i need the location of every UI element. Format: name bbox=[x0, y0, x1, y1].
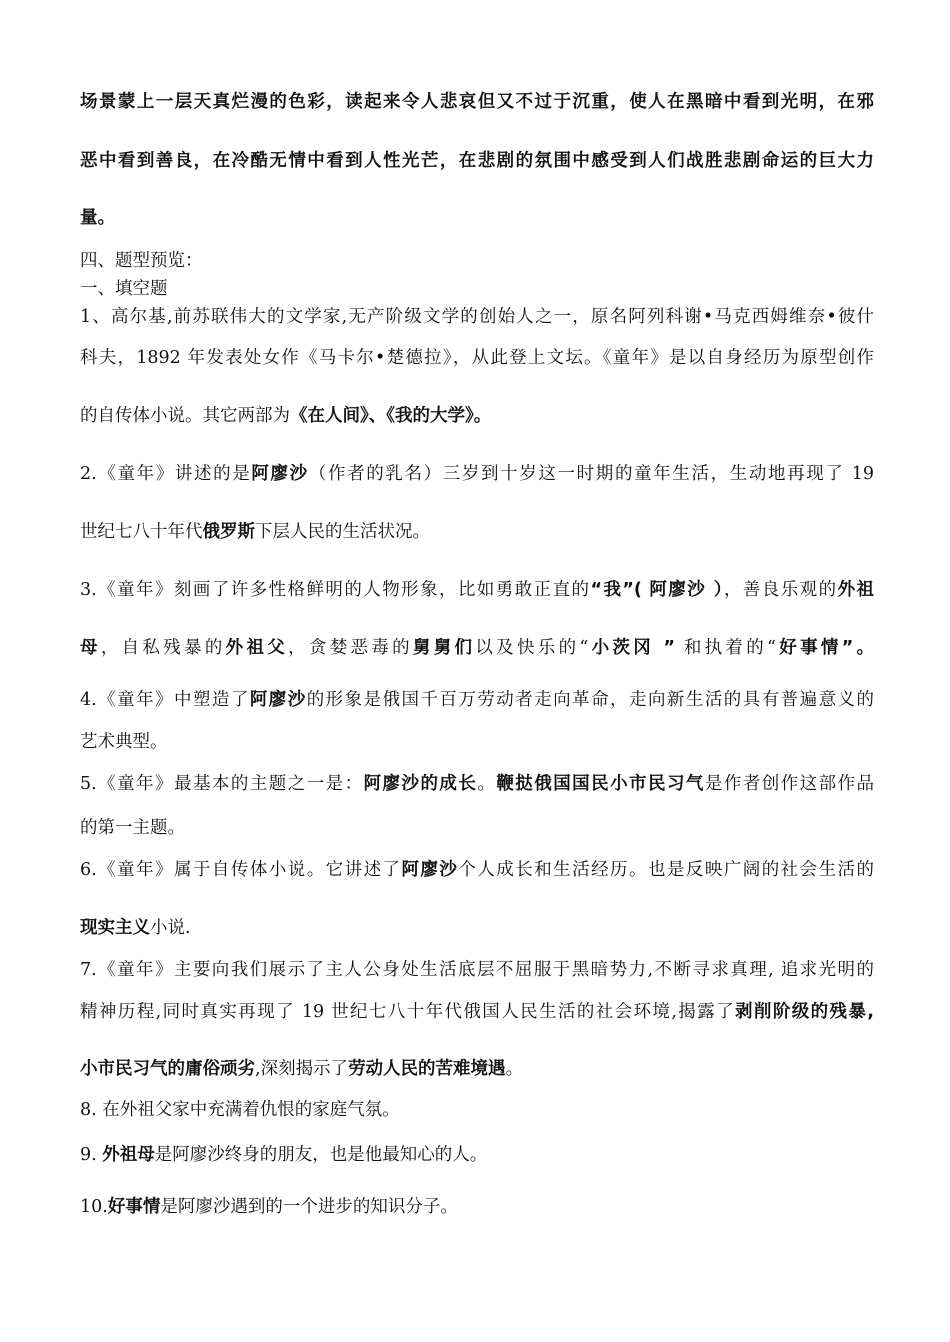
answer-text: 剥削阶级的残暴, bbox=[735, 1002, 874, 1022]
answer-text: 外祖母 bbox=[102, 1145, 155, 1165]
answer-text: 劳动人民的苦难境遇 bbox=[348, 1059, 506, 1079]
answer-text: 阿廖沙 bbox=[401, 860, 459, 880]
question-4-line-2 bbox=[80, 730, 874, 754]
question-text: 下层人民的生活状况。 bbox=[255, 522, 430, 542]
question-text: 。 bbox=[477, 774, 497, 794]
question-3-line-1 bbox=[80, 578, 874, 602]
question-text: 的第一主题。 bbox=[80, 818, 185, 838]
question-5-line-2 bbox=[80, 816, 874, 840]
answer-text: 好事情 bbox=[107, 1197, 161, 1217]
question-text: 6.《童年》属于自传体小说。它讲述了 bbox=[80, 860, 402, 880]
question-4-line-1 bbox=[80, 688, 874, 712]
question-1-line-3 bbox=[80, 404, 874, 428]
question-1-line-2 bbox=[80, 346, 874, 370]
question-text: 。 bbox=[505, 1059, 524, 1079]
intro-line-2: 恶中看到善良，在冷酷无情中看到人性光芒，在悲剧的氛围中感受到人们战胜悲剧命运的巨大力 bbox=[80, 151, 874, 171]
question-text: 9. bbox=[80, 1145, 103, 1165]
question-text: 小说. bbox=[150, 918, 191, 938]
answer-text: 阿廖沙的成长 bbox=[363, 774, 478, 794]
intro-line-3: 量。 bbox=[80, 208, 115, 228]
question-text: 是作者创作这部作品 bbox=[704, 774, 875, 794]
answer-text: 小市民习气的庸俗顽劣 bbox=[80, 1059, 255, 1079]
question-text: 个人成长和生活经历。也是反映广阔的社会生活的 bbox=[458, 860, 875, 880]
question-3-line-2 bbox=[80, 636, 874, 660]
answer-text: “我”( 阿廖沙 ） bbox=[590, 580, 724, 600]
answer-text: 外祖 bbox=[837, 580, 874, 600]
question-text: （作者的乳名）三岁到十岁这一时期的童年生活，生动地再现了 19 bbox=[308, 464, 874, 484]
question-text: 8. 在外祖父家中充满着仇恨的家庭气氛。 bbox=[80, 1100, 400, 1120]
question-text: 2.《童年》讲述的是 bbox=[80, 464, 252, 484]
question-text: 10. bbox=[80, 1197, 108, 1217]
question-text: 7.《童年》主要向我们展示了主人公身处生活底层不屈服于黑暗势力,不断寻求真理, 追求光明的 bbox=[80, 960, 874, 980]
question-text: ，自私残暴的 bbox=[100, 638, 226, 658]
question-text: 1、高尔基,前苏联伟大的文学家,无产阶级文学的创始人之一，原名阿列科谢•马克西姆维奈•彼什 bbox=[80, 307, 874, 327]
question-text: 5.《童年》最基本的主题之一是： bbox=[80, 774, 364, 794]
answer-text: 小茨冈 ” bbox=[588, 638, 675, 658]
question-6-line-2 bbox=[80, 916, 874, 940]
question-text: ，善良乐观的 bbox=[723, 580, 838, 600]
section-title: 四、题型预览： bbox=[80, 251, 203, 271]
question-7-line-2 bbox=[80, 1000, 874, 1024]
question-text: 的形象是俄国千百万劳动者走向革命，走向新生活的具有普遍意义的 bbox=[306, 690, 875, 710]
answer-text: 俄罗斯 bbox=[202, 522, 255, 542]
question-5-line-1 bbox=[80, 772, 874, 796]
question-2-line-2 bbox=[80, 520, 874, 544]
question-1-line-1 bbox=[80, 305, 874, 329]
question-text: 世纪七八十年代 bbox=[80, 522, 203, 542]
question-text: 是阿廖沙遇到的一个进步的知识分子。 bbox=[160, 1197, 458, 1217]
question-10-line-1 bbox=[80, 1195, 874, 1219]
question-9-line-1 bbox=[80, 1143, 874, 1167]
intro-line-1: 场景蒙上一层天真烂漫的色彩，读起来令人悲哀但又不过于沉重，使人在黑暗中看到光明，在邪 bbox=[80, 92, 874, 112]
answer-text: 好事情”。 bbox=[776, 638, 875, 658]
subsection-title: 一、填空题 bbox=[80, 279, 168, 299]
question-text: 以及快乐的“ bbox=[475, 638, 589, 658]
question-2-line-1 bbox=[80, 462, 874, 486]
question-text: 科夫，1892 年发表处女作《马卡尔•楚德拉》，从此登上文坛。《童年》是以自身经历为原型创作 bbox=[80, 348, 874, 368]
question-7-line-3 bbox=[80, 1057, 874, 1081]
question-7-line-1 bbox=[80, 958, 874, 982]
answer-text: 舅舅们 bbox=[412, 638, 476, 658]
answer-text: 《在人间》、《我的大学》。 bbox=[290, 406, 492, 426]
question-text: ,深刻揭示了 bbox=[255, 1059, 349, 1079]
question-text: 精神历程,同时真实再现了 19 世纪七八十年代俄国人民生活的社会环境,揭露了 bbox=[80, 1002, 736, 1022]
answer-text: 阿廖沙 bbox=[251, 464, 309, 484]
answer-text: 鞭挞俄国国民小市民习气 bbox=[496, 774, 705, 794]
question-text: 和执着的“ bbox=[674, 638, 776, 658]
question-text: 艺术典型。 bbox=[80, 732, 168, 752]
question-text: 3.《童年》刻画了许多性格鲜明的人物形象，比如勇敢正直的 bbox=[80, 580, 591, 600]
answer-text: 现实主义 bbox=[80, 918, 150, 938]
answer-text: 阿廖沙 bbox=[249, 690, 307, 710]
question-8-line-1 bbox=[80, 1098, 874, 1122]
answer-text: 外祖父 bbox=[225, 638, 289, 658]
answer-text: 母 bbox=[80, 638, 101, 658]
question-text: 的自传体小说。其它两部为 bbox=[80, 406, 290, 426]
question-text: ，贪婪恶毒的 bbox=[288, 638, 413, 658]
question-text: 是阿廖沙终身的朋友，也是他最知心的人。 bbox=[154, 1145, 488, 1165]
question-text: 4.《童年》中塑造了 bbox=[80, 690, 250, 710]
question-6-line-1 bbox=[80, 858, 874, 882]
